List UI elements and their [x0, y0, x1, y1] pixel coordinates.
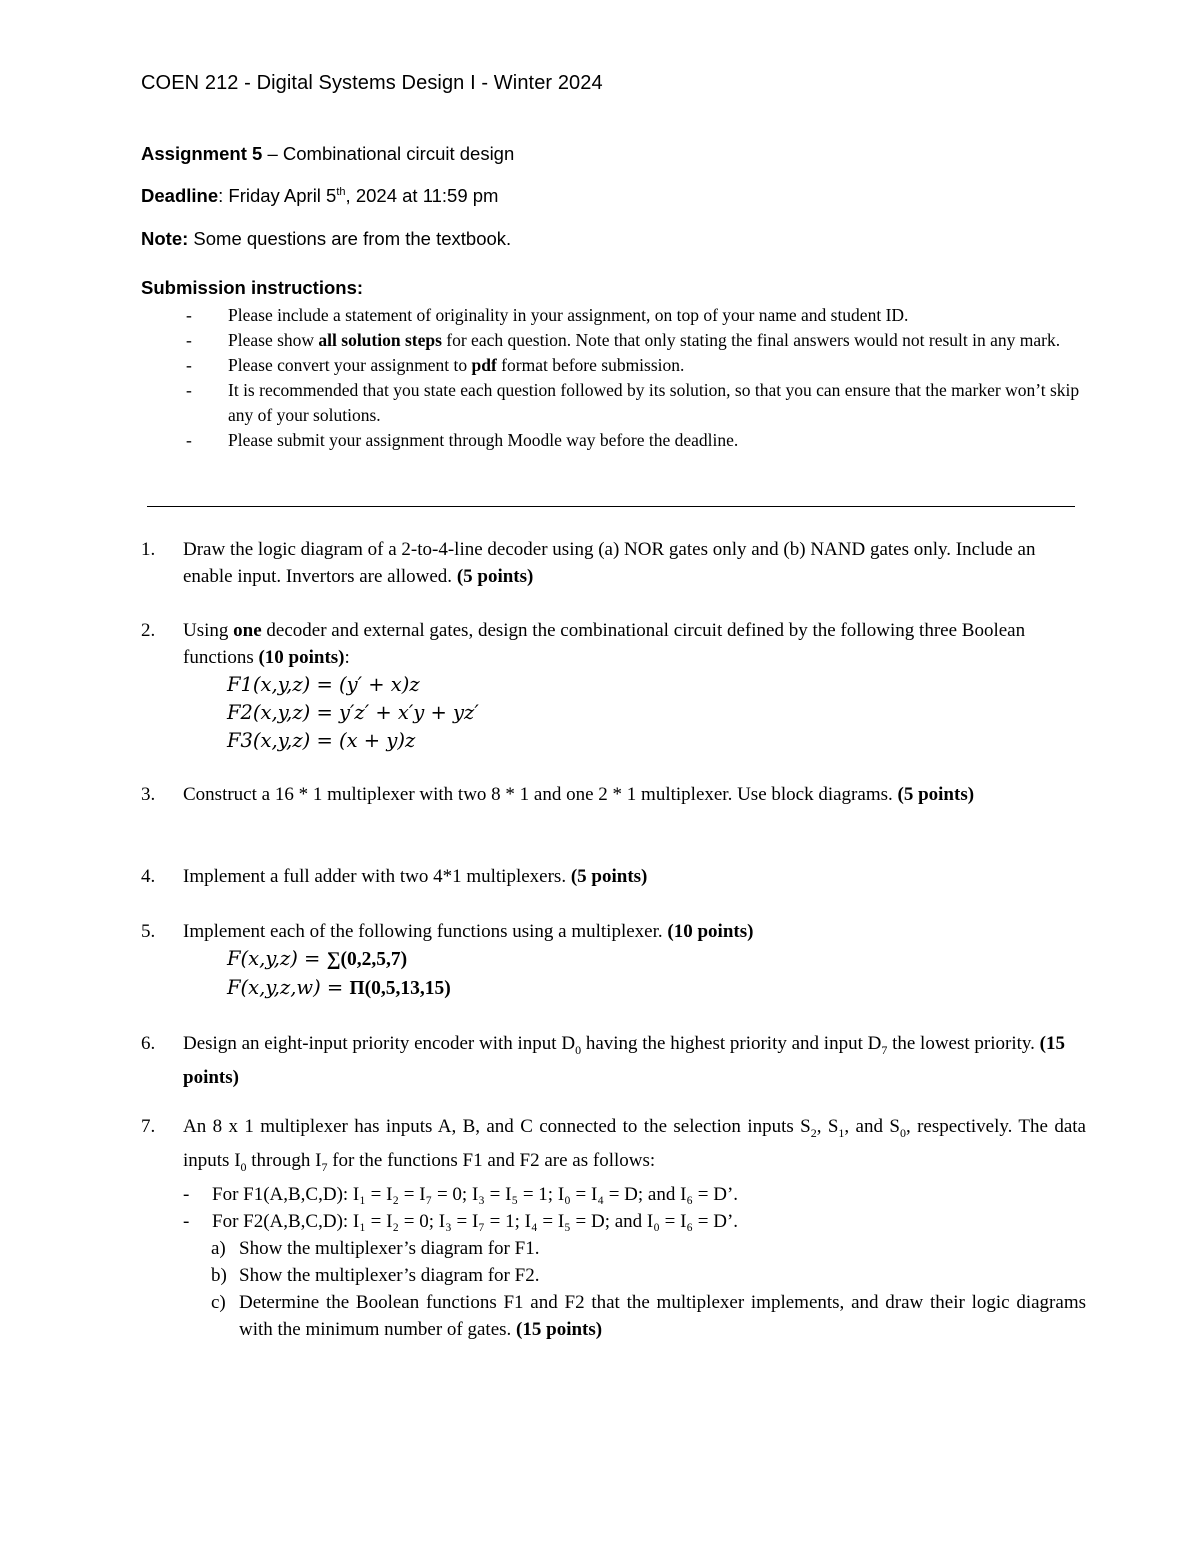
points-label: (15 points): [183, 1033, 1065, 1088]
question-2: 2. Using one decoder and external gates, design the combinational circuit defined by the following three Boolean functions (10 points): F1(x,y,z) = (y′ + x)z F2(x,y,z) = y′z′ + x′y + yz′ F3(x,y,z) = (x + y)z: [141, 617, 1086, 755]
bullet-dash: -: [183, 1210, 190, 1232]
question-3: [141, 781, 1086, 808]
note-label: Note:: [141, 228, 189, 249]
assignment-separator: –: [262, 143, 283, 164]
bullet-dash: -: [186, 430, 192, 450]
equation-sum: F(x,y,z) = ∑(0,2,5,7): [227, 947, 408, 970]
question-4: [141, 863, 1086, 890]
subquestion-a: a) Show the multiplexer’s diagram for F1.: [211, 1237, 540, 1259]
question-number: 2.: [141, 620, 156, 641]
bullet-dash: -: [186, 355, 192, 375]
question-number: 5.: [141, 921, 156, 942]
bullet-dash: -: [186, 380, 192, 400]
course-title: COEN 212 - Digital Systems Design I - Winter 2024: [141, 72, 603, 94]
question-text: An 8 x 1 multiplexer has inputs A, B, and C connected to the selection inputs $S_2$, $S_1$, and $S_0$, respectively. The data inputs $I_0$ through $I_7$ for the functions F1 and F2 are as follows:: [183, 1116, 1086, 1174]
question-5: [141, 918, 1086, 1003]
instruction-item: - Please show all solution steps for each question. Note that only stating the final answers would not result in any mark.: [186, 328, 1086, 353]
question-number: 7.: [141, 1116, 156, 1137]
question-text: Draw the logic diagram of a 2-to-4-line decoder using (a) NOR gates only and (b) NAND gates only. Include an enable input. Invertors are allowed.: [183, 539, 1036, 587]
f1-inputs: - For F1(A,B,C,D): I₁ = I₂ = I₇ = 0; I₃ = I₅ = 1; I₀ = I₄ = D; and I₆ = D’.: [183, 1181, 1086, 1208]
points-label: (10 points): [667, 921, 754, 942]
note-text: Some questions are from the textbook.: [188, 228, 512, 249]
deadline-time: , 2024 at 11:59 pm: [345, 185, 499, 206]
instruction-item: - Please convert your assignment to pdf format before submission.: [186, 353, 1086, 378]
question-number: 4.: [141, 866, 156, 887]
assignment-line: [141, 143, 514, 165]
instruction-item: - Please include a statement of originality in your assignment, on top of your name and student ID.: [186, 303, 1086, 328]
bullet-dash: -: [183, 1183, 190, 1205]
question-1: [141, 536, 1086, 590]
equation-f3: F3(x,y,z) = (x + y)z: [227, 729, 416, 752]
equation-product: F(x,y,z,w) = Π(0,5,13,15): [227, 976, 451, 999]
question-7: [141, 1113, 1086, 1343]
instruction-item: - Please submit your assignment through Moodle way before the deadline.: [186, 428, 1086, 453]
deadline-superscript: th: [336, 185, 346, 198]
assignment-label: Assignment 5: [141, 143, 263, 164]
bullet-dash: -: [186, 305, 192, 325]
deadline-label: Deadline: [141, 185, 219, 206]
bullet-dash: -: [186, 330, 192, 350]
f2-inputs: - For F2(A,B,C,D): I₁ = I₂ = 0; I₃ = I₇ = 1; I₄ = I₅ = D; and I₀ = I₆ = D’.: [183, 1208, 1086, 1235]
equation-f1: F1(x,y,z) = (y′ + x)z: [227, 673, 420, 696]
points-label: (5 points): [456, 566, 534, 587]
deadline-line: [141, 185, 498, 207]
points-label: (10 points): [258, 647, 345, 668]
section-divider: [147, 506, 1075, 507]
question-text: Implement each of the following functions using a multiplexer.: [183, 921, 668, 942]
instruction-item: - It is recommended that you state each question followed by its solution, so that you can ensure that the marker won’t skip any of your solutions.: [186, 380, 1080, 425]
question-text: Implement a full adder with two 4*1 multiplexers.: [183, 866, 571, 887]
assignment-topic: Combinational circuit design: [282, 143, 515, 164]
question-number: 1.: [141, 539, 156, 560]
submission-heading: Submission instructions:: [141, 277, 364, 298]
equation-f2: F2(x,y,z) = y′z′ + x′y + yz′: [227, 701, 479, 724]
points-label: (5 points): [897, 784, 975, 805]
subquestion-c: c) Determine the Boolean functions F1 and F2 that the multiplexer implements, and draw their logic diagrams with the minimum number of gates. (15 points): [211, 1291, 1086, 1340]
question-number: 3.: [141, 784, 156, 805]
question-text: Construct a 16 * 1 multiplexer with two 8 * 1 and one 2 * 1 multiplexer. Use block diagrams.: [183, 784, 898, 805]
submission-instructions-list: [186, 303, 1086, 453]
points-label: (15 points): [516, 1318, 603, 1340]
subquestion-b: b) Show the multiplexer’s diagram for F2.: [211, 1264, 540, 1286]
question-6: 6. Design an eight-input priority encoder with input $D_0$ having the highest priority and input $D_7$ the lowest priority. (15 points): [141, 1030, 1086, 1091]
points-label: (5 points): [570, 866, 648, 887]
note-line: [141, 228, 511, 250]
deadline-text: : Friday April 5: [218, 185, 337, 206]
question-number: 6.: [141, 1033, 156, 1054]
